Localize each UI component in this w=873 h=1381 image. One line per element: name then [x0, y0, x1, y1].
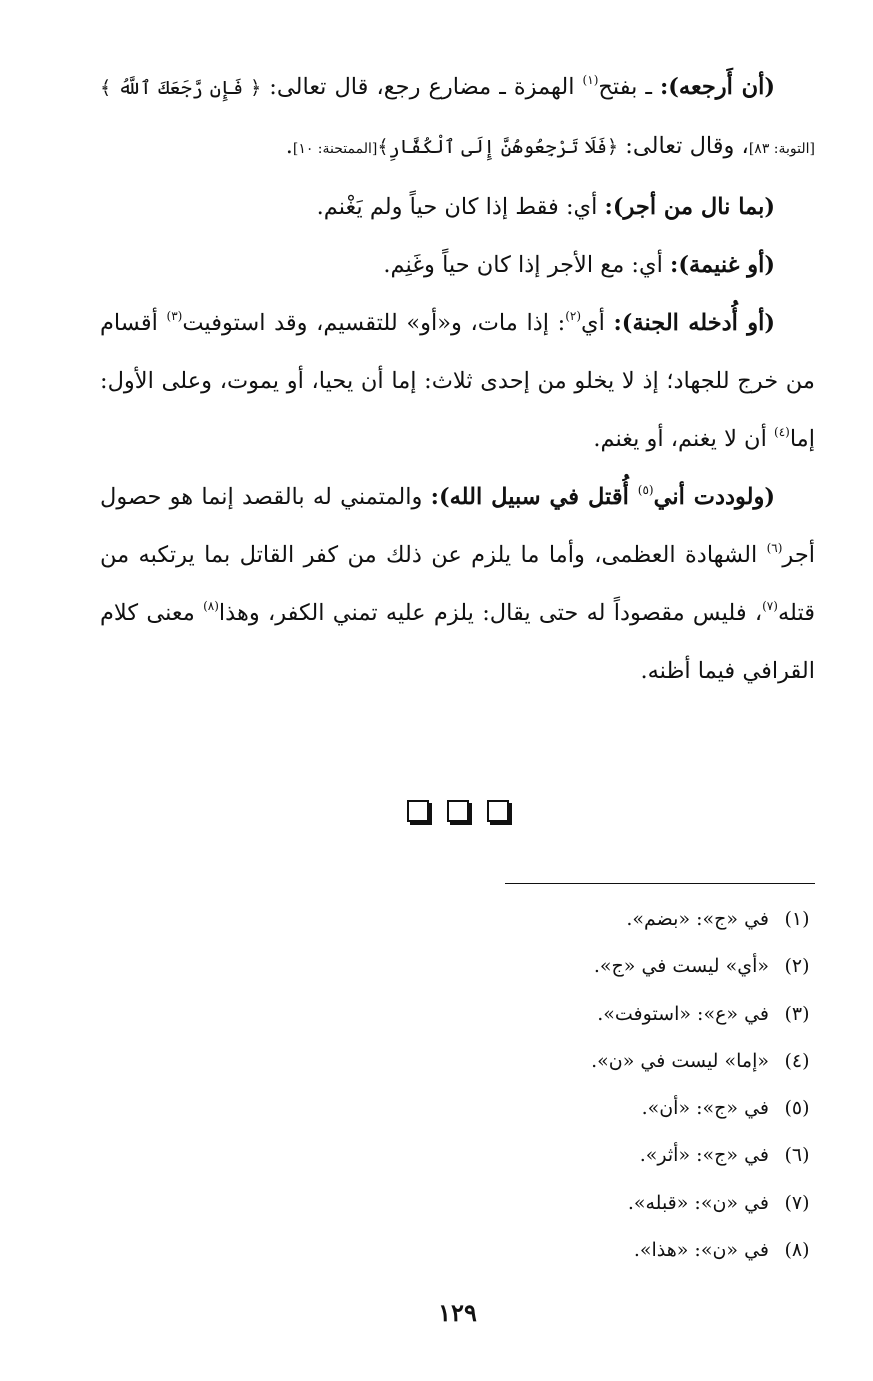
footnote-number: (٣)	[784, 1002, 810, 1025]
footnote-text: في «ن»: «قبله».	[627, 1191, 769, 1214]
paragraph-text: أقسام من خرج للجهاد؛ إذ لا يخلو من إحدى ثلاث: إما أن يحيا، أو يموت، وعلى الأول: إما	[100, 310, 815, 452]
paragraph-4	[100, 294, 815, 468]
paragraph-text: أي: مع الأجر إذا كان حياً وغَنِم.	[383, 252, 671, 278]
footnote-number: (٧)	[784, 1191, 810, 1214]
paragraph-text: : إذا مات، و«أو» للتقسيم، وقد استوفيت	[182, 310, 566, 336]
footnote-text: في «ع»: «استوفت».	[597, 1002, 769, 1025]
paragraph-text: ، وقال تعالى:	[618, 133, 749, 159]
lemma: (أو غنيمة):	[670, 252, 775, 278]
footnote-ref: (٣)	[166, 309, 183, 323]
paragraph-text: .	[285, 133, 293, 159]
paragraph-text: ـ بفتح	[598, 74, 660, 100]
quran-verse: ﴿فَلَا تَرْجِعُوهُنَّ إِلَى ٱلْكُفَّارِ﴾	[377, 136, 619, 158]
footnote-ref: (٦)	[766, 541, 783, 555]
footnote-item	[100, 1085, 815, 1132]
footnote-item	[100, 1180, 815, 1227]
footnote-item	[100, 896, 815, 943]
paragraph-text: الهمزة ـ مضارع رجع، قال تعالى:	[261, 74, 583, 100]
paragraph-text: والمتمني له بالقصد إنما هو حصول أجر	[100, 484, 815, 568]
footnote-ref: (٥)	[637, 483, 654, 497]
lemma: (بما نال من أجر):	[604, 194, 775, 220]
paragraph-text: أن لا يغنم، أو يغنم.	[593, 426, 774, 452]
lemma: (أن أَرجعه):	[659, 74, 776, 100]
footnote-text: في «ج»: «أن».	[641, 1097, 769, 1120]
paragraph-text: معنى كلام القرافي فيما أظنه.	[100, 600, 815, 684]
footnote-number: (١)	[784, 908, 810, 930]
paragraph-5	[100, 468, 815, 700]
verse-citation: [الممتحنة: ١٠]	[292, 141, 378, 157]
section-separator	[100, 800, 815, 826]
paragraph-text: أي: فقط إذا كان حياً ولم يَغْنم.	[316, 194, 605, 220]
separator-square-icon	[447, 800, 469, 822]
paragraph-text: أي	[581, 310, 614, 336]
paragraph-2	[100, 178, 815, 236]
paragraph-text: الشهادة العظمى، وأما ما يلزم عن ذلك من كفر القاتل بما يرتكبه من قتله	[100, 542, 815, 626]
footnote-number: (٦)	[784, 1144, 810, 1167]
verse-citation: [التوبة: ٨٣]	[748, 141, 815, 157]
footnotes-list	[100, 896, 815, 1274]
footnote-text: في «ج»: «بضم».	[626, 908, 769, 930]
footnote-ref: (٢)	[565, 309, 582, 323]
lemma: (أو أُدخله الجنة):	[613, 310, 775, 336]
footnote-number: (٨)	[784, 1239, 810, 1262]
footnote-divider	[505, 883, 815, 884]
footnote-number: (٤)	[784, 1049, 810, 1072]
footnote-ref: (٨)	[203, 599, 219, 613]
footnote-text: «أي» ليست في «ج».	[593, 955, 769, 978]
footnote-ref: (٧)	[762, 599, 778, 613]
lemma: أُقتل في سبيل الله):	[430, 484, 638, 510]
footnote-item	[100, 1038, 815, 1085]
paragraph-3	[100, 236, 815, 294]
footnote-ref: (٤)	[774, 425, 790, 439]
paragraph-1	[100, 58, 815, 178]
footnote-text: في «ن»: «هذا».	[633, 1239, 769, 1262]
lemma: (ولوددت أني	[653, 484, 775, 510]
footnote-number: (٢)	[784, 955, 810, 978]
separator-square-icon	[407, 800, 429, 822]
footnote-ref: (١)	[582, 73, 599, 87]
footnote-item	[100, 943, 815, 990]
paragraph-text: ، فليس مقصوداً له حتى يقال: يلزم عليه تمني الكفر، وهذا	[218, 600, 763, 626]
footnote-item	[100, 1132, 815, 1179]
footnote-item	[100, 991, 815, 1038]
footnote-text: في «ج»: «أثر».	[639, 1144, 769, 1167]
main-text	[100, 58, 815, 700]
page-body	[100, 58, 815, 1327]
quran-verse: ﴿ فَإِن رَّجَعَكَ ٱللَّهُ ﴾	[100, 77, 262, 99]
footnote-text: «إما» ليست في «ن».	[591, 1049, 769, 1072]
footnote-item	[100, 1227, 815, 1274]
page-number: ١٢٩	[438, 1298, 477, 1327]
separator-square-icon	[487, 800, 509, 822]
footnote-number: (٥)	[784, 1097, 810, 1120]
